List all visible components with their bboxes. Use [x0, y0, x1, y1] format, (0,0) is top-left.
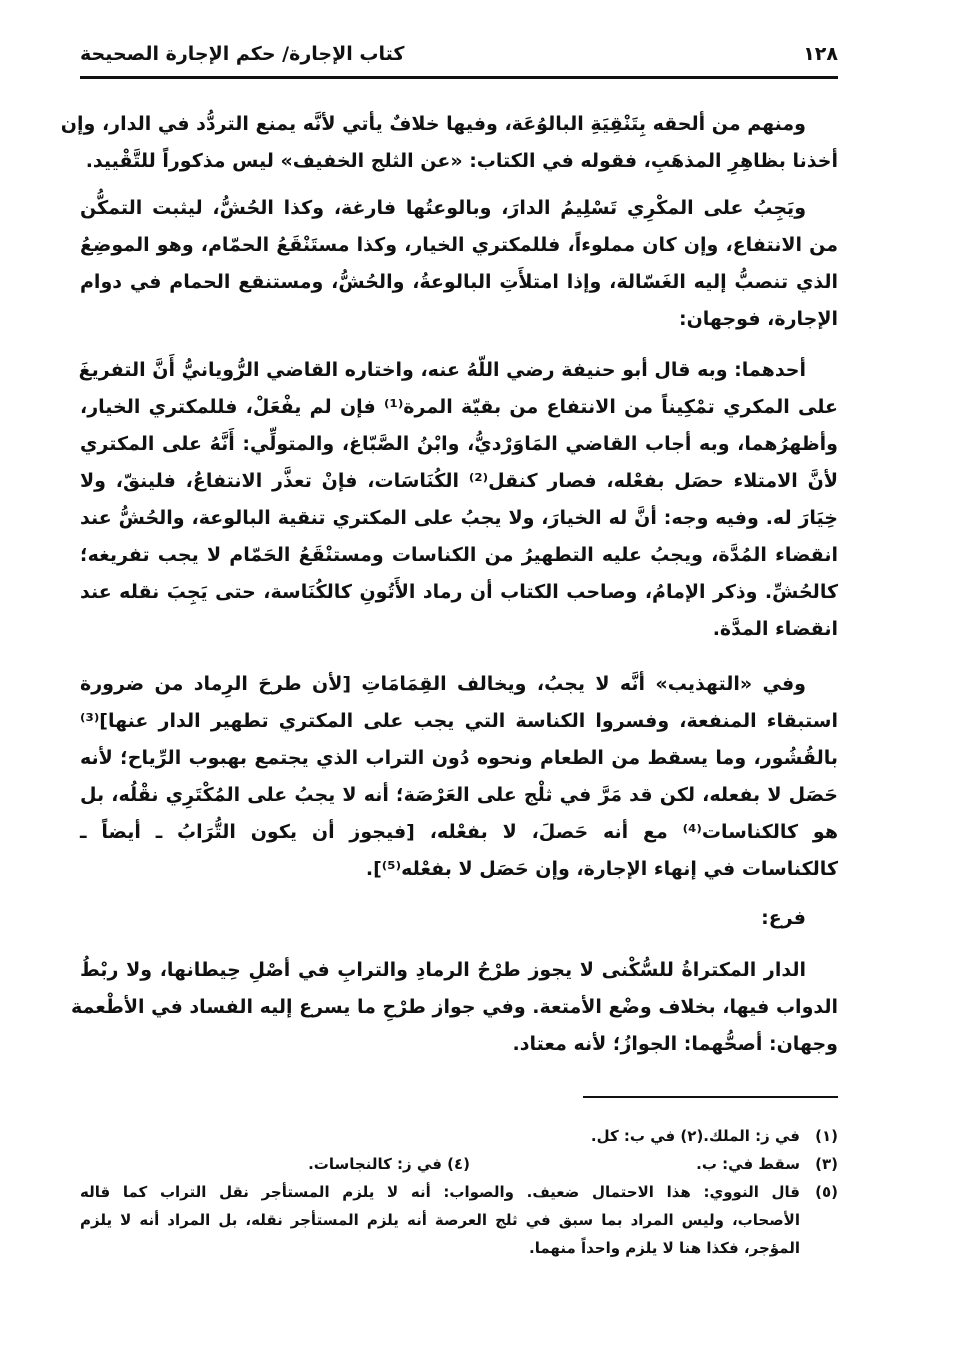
text-line: كالكناسات في إنهاء الإجارة، وإن حَصَل لا بفعْله⁽⁵⁾].: [365, 858, 838, 880]
text-line: انقضاء المُدَّة، ويجبُ عليه التطهيرُ من الكناسات ومستنْقَعُ الحَمّام لا يجب تفريغه؛: [80, 544, 838, 566]
text-line: أخذنا بظاهِرِ المذهَبِ، فقوله في الكتاب: «عن الثلج الخفيف» ليس مذكوراً للتَّقْييد.: [85, 150, 838, 172]
paragraph-2: [80, 190, 838, 338]
section-heading: فرع:: [761, 907, 806, 929]
footnote-text: (٤) في ز: كالنجاسات.: [308, 1155, 470, 1173]
text-line: الذي تنصبُّ إليه الغَسّالة، وإذا امتلأَتِ البالوعةُ، والحُشُّ، ومستنقع الحمام في دوام: [80, 271, 838, 293]
footnote-text: المؤجر، فكذا هنا لا يلزم واحداً منهما.: [529, 1239, 800, 1257]
text-line: وجهان: أصحُّهما: الجوازُ؛ لأنه معتاد.: [512, 1033, 838, 1055]
text-line: خِيَارَ له. وفيه وجه: أنَّ له الخيارَ، ولا يجبُ على المكتري تنقية البالوعة، والحُشُّ عند: [80, 507, 838, 529]
section-heading-block: [80, 900, 838, 937]
footnote-number: (٥): [815, 1183, 838, 1201]
footnote-line: [80, 1122, 838, 1150]
paragraph-4: [80, 666, 838, 888]
header-rule: [80, 76, 838, 79]
footnote-text: سقط في: ب.: [696, 1155, 800, 1173]
text-line: ويَجِبُ على المكْرِي تَسْلِيمُ الدارَ، وبالوعتُها فارغة، وكذا الحُشُّ، ليثبت التمكُّن: [80, 197, 806, 219]
text-line: حَصَل لا بفعله، لكن قد مَرَّ في ثلْج على العَرْصَة؛ أنه لا يجبُ على المُكْتَرِي نقْلُه، بل: [80, 784, 838, 806]
text-line: لأنَّ الامتلاء حصَل بفعْله، فصار كنقل⁽²⁾ الكُنَاسَات، فإنْ تعذَّر الانتفاعُ، فلينقّ، ولا: [80, 470, 838, 492]
footnote-line: [80, 1150, 838, 1178]
text-line: الدار المكتراةُ للسُّكْنى لا يجوز طرْحُ الرمادِ والترابِ في أصْلِ حِيطانها، ولا ربْطُ: [80, 959, 806, 981]
paragraph-5: [70, 952, 838, 1063]
text-line: من الانتفاع، وإن كان مملوءاً، فللمكتري الخيار، وكذا مستَنْقَعُ الحمّام، وهو الموضِعُ: [80, 234, 838, 256]
text-line: على المكري تمْكِيناً من الانتفاع من بقيّة المرة⁽¹⁾ فإن لم يفْعَلْ، فللمكتري الخيار،: [80, 396, 838, 418]
footnotes: [80, 1122, 838, 1262]
running-header: [80, 38, 838, 70]
text-line: وفي «التهذيب» أنَّه لا يجبُ، ويخالف القِمَامَاتِ [لأن طرحَ الرِماد من ضرورة: [80, 673, 806, 695]
footnote-text: في ز: الملك.(٢) في ب: كل.: [590, 1127, 800, 1145]
text-line: بالقُشُور، وما يسقط من الطعام ونحوه دُون التراب الذي يجتمع بهبوب الرِّياح؛ لأنه: [80, 747, 838, 769]
footnote-text: الأصحاب، وليس المراد بما سبق في ثلج العرصة أنه يلزم المستأجر نقله، بل المراد أنه لا يلزم: [80, 1211, 800, 1229]
text-line: هو كالكناسات⁽⁴⁾ مع أنه حَصلَ، لا بفعْله، [فيجوز أن يكون التُّرَابُ ـ أيضاً ـ: [80, 821, 838, 843]
text-line: وأظهرُهما، وبه أجاب القاضي المَاوَرْديُّ، وابْنُ الصَّبّاغ، والمتولِّي: أَنَّهُ على المكتري: [80, 433, 838, 455]
footnote-number: (٣): [815, 1155, 838, 1173]
text-line: انقضاء المدَّة.: [712, 618, 838, 640]
text-line: ومنهم من ألحقه بِتَنْقِيَةِ البالوُعَة، وفيها خلافٌ يأتي لأنَّه يمنع التردُّد في الدار، وإن: [60, 113, 806, 135]
footnote-number: (١): [815, 1127, 838, 1145]
footnote-rule: [583, 1096, 838, 1098]
running-title: كتاب الإجارة/ حكم الإجارة الصحيحة: [80, 43, 405, 65]
text-line: استبقاء المنفعة، وفسروا الكناسة التي يجب على المكتري تطهير الدار عنها]⁽³⁾: [80, 710, 838, 732]
text-line: الإجارة، فوجهان:: [678, 308, 838, 330]
paragraph-3: [80, 352, 838, 648]
text-line: الدواب فيها، بخلاف وضْع الأمتعة. وفي جواز طرْحِ ما يسرع إليه الفساد في الأطْعمة: [70, 996, 838, 1018]
text-line: أحدهما: وبه قال أبو حنيفة رضي اللّهُ عنه، واختاره القاضي الرُّويانيُّ أَنَّ التفريغَ: [78, 359, 806, 381]
footnote-text: قال النووي: هذا الاحتمال ضعيف. والصواب: أنه لا يلزم المستأجر نقل التراب كما قاله: [80, 1183, 800, 1201]
paragraph-1: [60, 106, 838, 180]
text-line: كالحُشِّ. وذكر الإمامُ، وصاحب الكتاب أن رماد الأَتُونِ كالكُنَاسة، حتى يَجِبَ نقله عند: [80, 581, 838, 603]
footnote-line: [80, 1178, 838, 1206]
page-number: ١٢٨: [803, 43, 838, 65]
